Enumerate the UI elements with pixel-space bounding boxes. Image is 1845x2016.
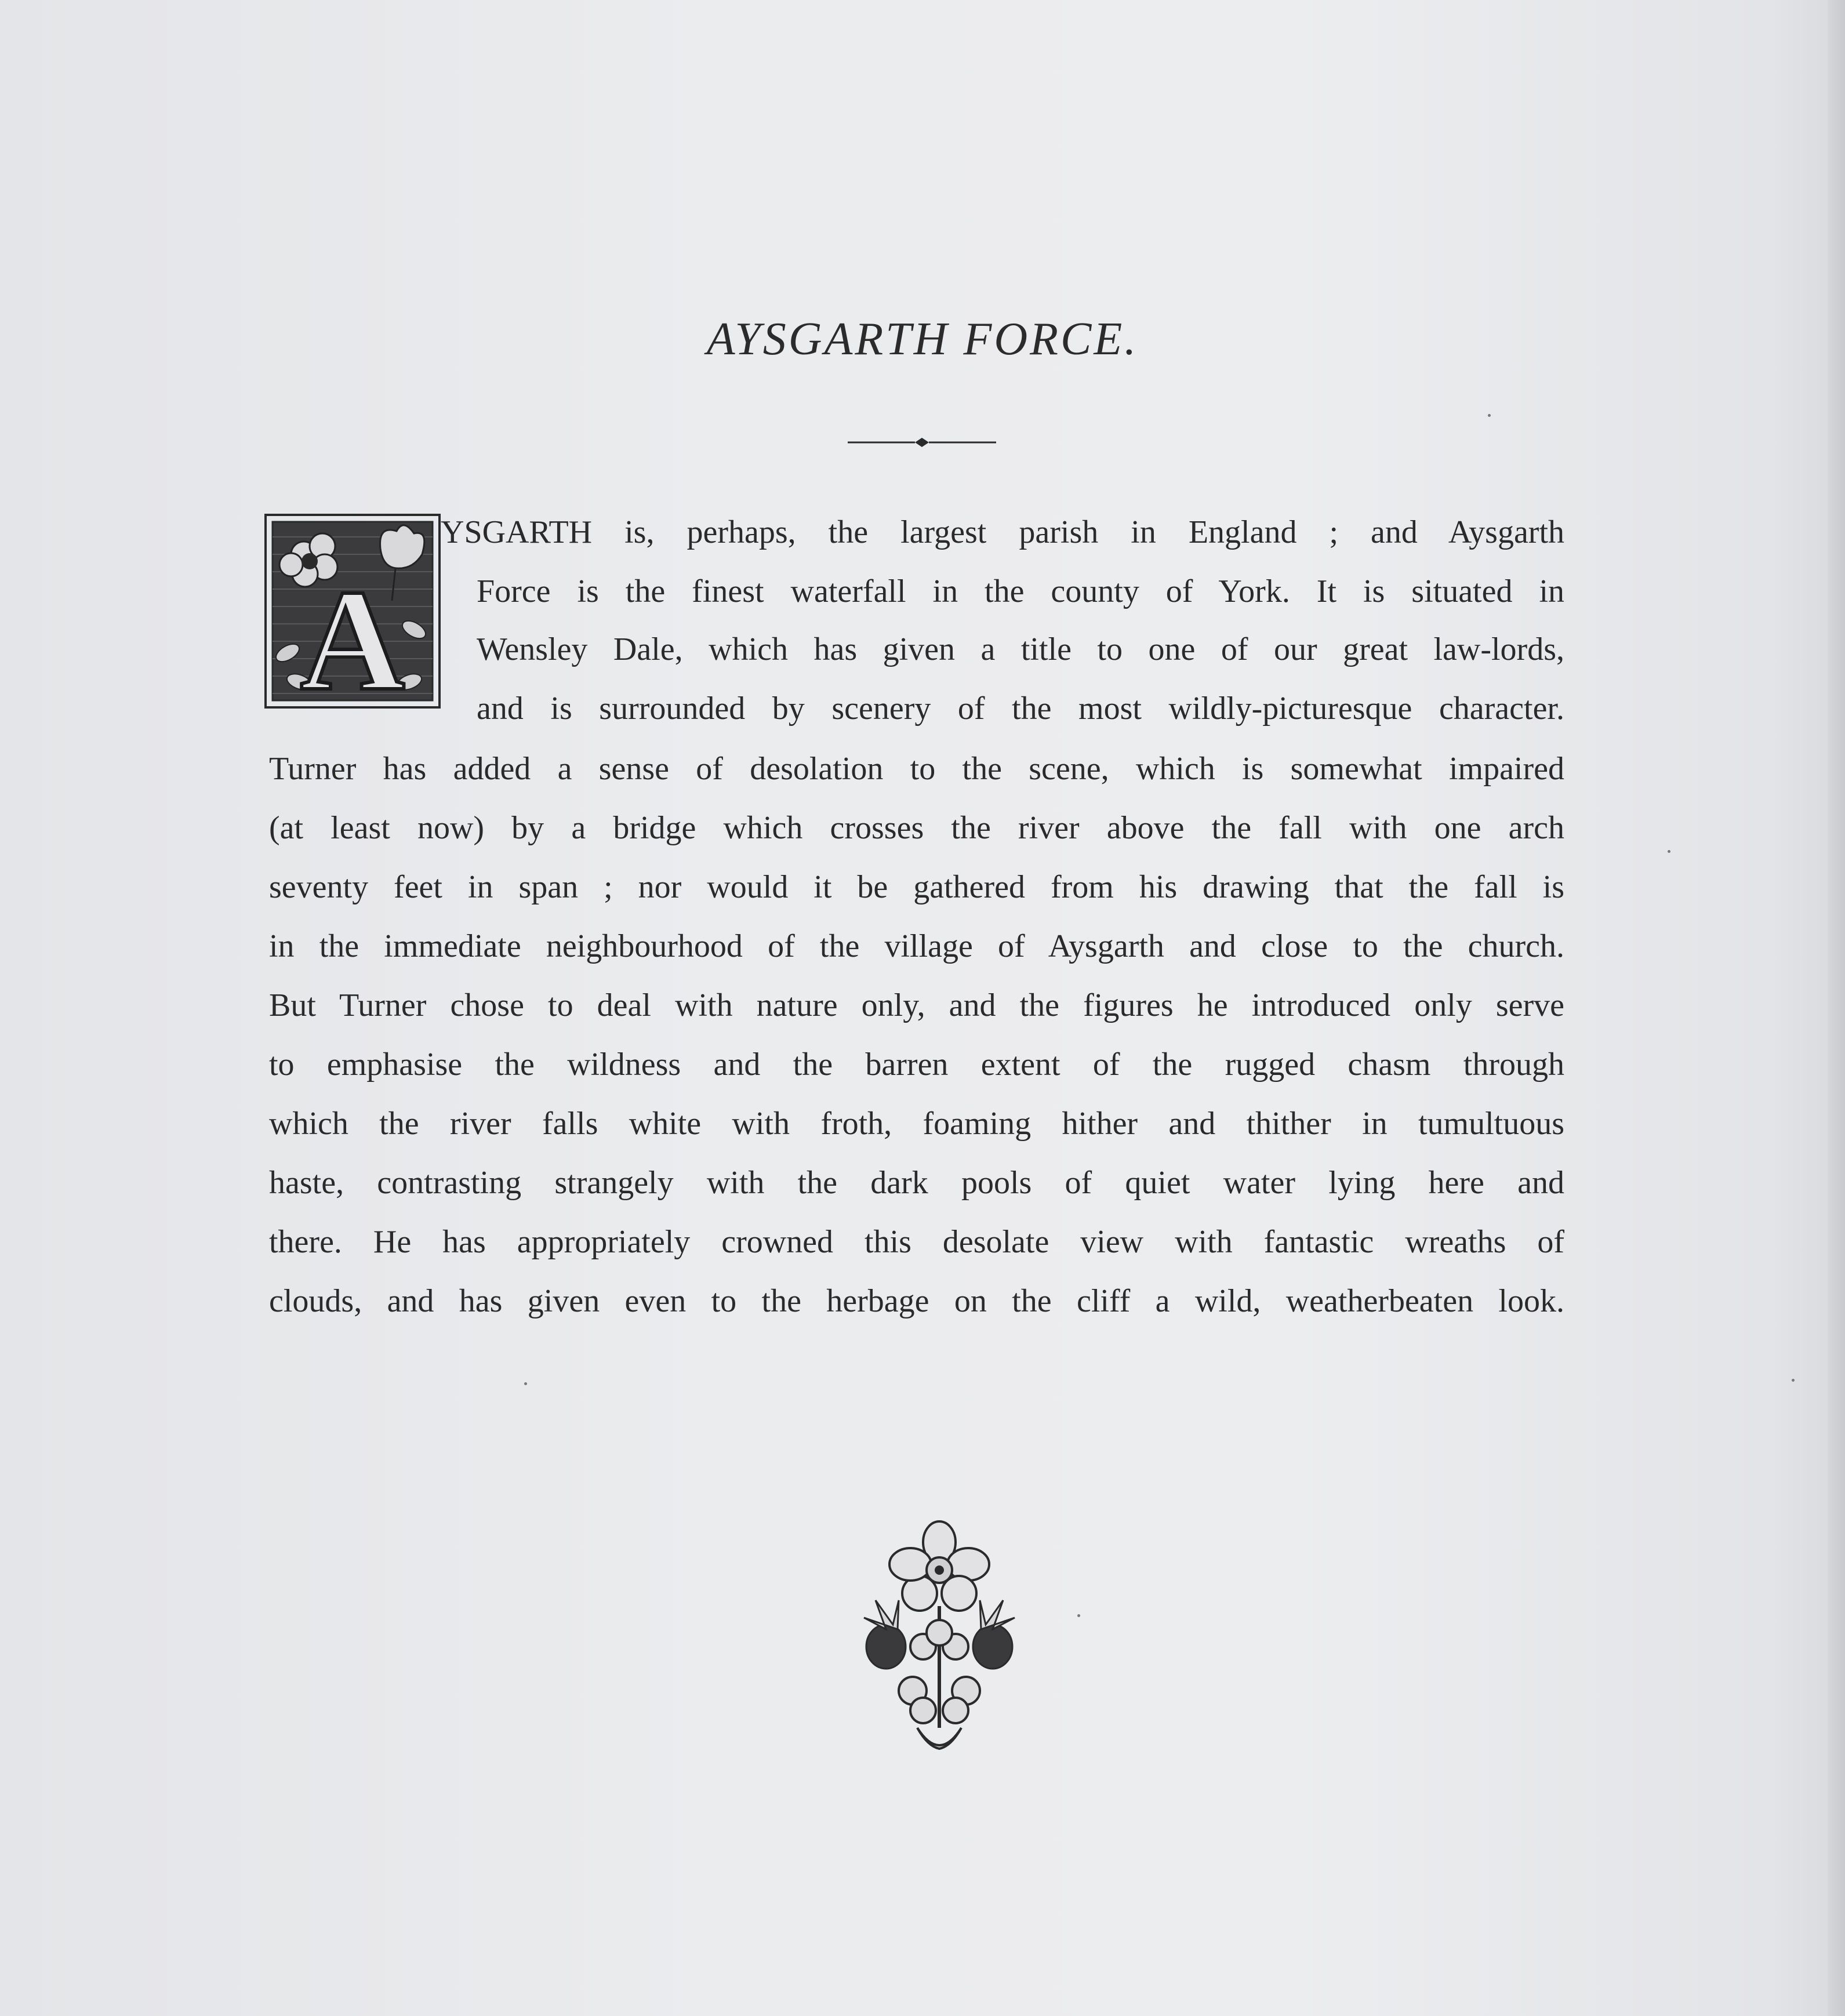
text-line-12: haste, contrasting strangely with the dark pools of quiet water lying here and <box>269 1165 1564 1201</box>
svg-text:A: A <box>300 560 405 709</box>
text-line-3: Wensley Dale, which has given a title to one of our great law-lords, <box>477 631 1564 667</box>
text-line-2: Force is the finest waterfall in the county of York. It is situated in <box>477 573 1564 609</box>
paper-speck <box>1668 850 1670 853</box>
text-line-14: clouds, and has given even to the herbage on the cliff a wild, weatherbeaten look. <box>269 1283 1564 1319</box>
text-line-9: But Turner chose to deal with nature only, and the figures he introduced only serve <box>269 987 1564 1023</box>
text-line-1: YSGARTH is, perhaps, the largest parish in England ; and Aysgarth <box>441 514 1564 550</box>
paper-speck <box>1488 414 1491 417</box>
page-title: AYSGARTH FORCE. <box>706 314 1139 365</box>
paper-speck <box>1077 1614 1080 1617</box>
rose-thistle-shamrock-icon <box>852 1519 1026 1757</box>
text-line-13: there. He has appropriately crowned this desolate view with fantastic wreaths of <box>269 1224 1564 1260</box>
paper-speck <box>1792 1379 1795 1382</box>
text-line-5: Turner has added a sense of desolation to the scene, which is somewhat impaired <box>269 751 1564 787</box>
text-line-8: in the immediate neighbourhood of the village of Aysgarth and close to the church. <box>269 928 1564 964</box>
text-line-6: (at least now) by a bridge which crosses the river above the fall with one arch <box>269 810 1564 846</box>
text-line-4: and is surrounded by scenery of the most wildly-picturesque character. <box>477 691 1564 727</box>
text-line-11: which the river falls white with froth, foaming hither and thither in tumultuous <box>269 1106 1564 1142</box>
paper-speck <box>524 1382 527 1385</box>
text-line-10: to emphasise the wildness and the barren extent of the rugged chasm through <box>269 1047 1564 1083</box>
text-line-7: seventy feet in span ; nor would it be gathered from his drawing that the fall is <box>269 869 1564 905</box>
